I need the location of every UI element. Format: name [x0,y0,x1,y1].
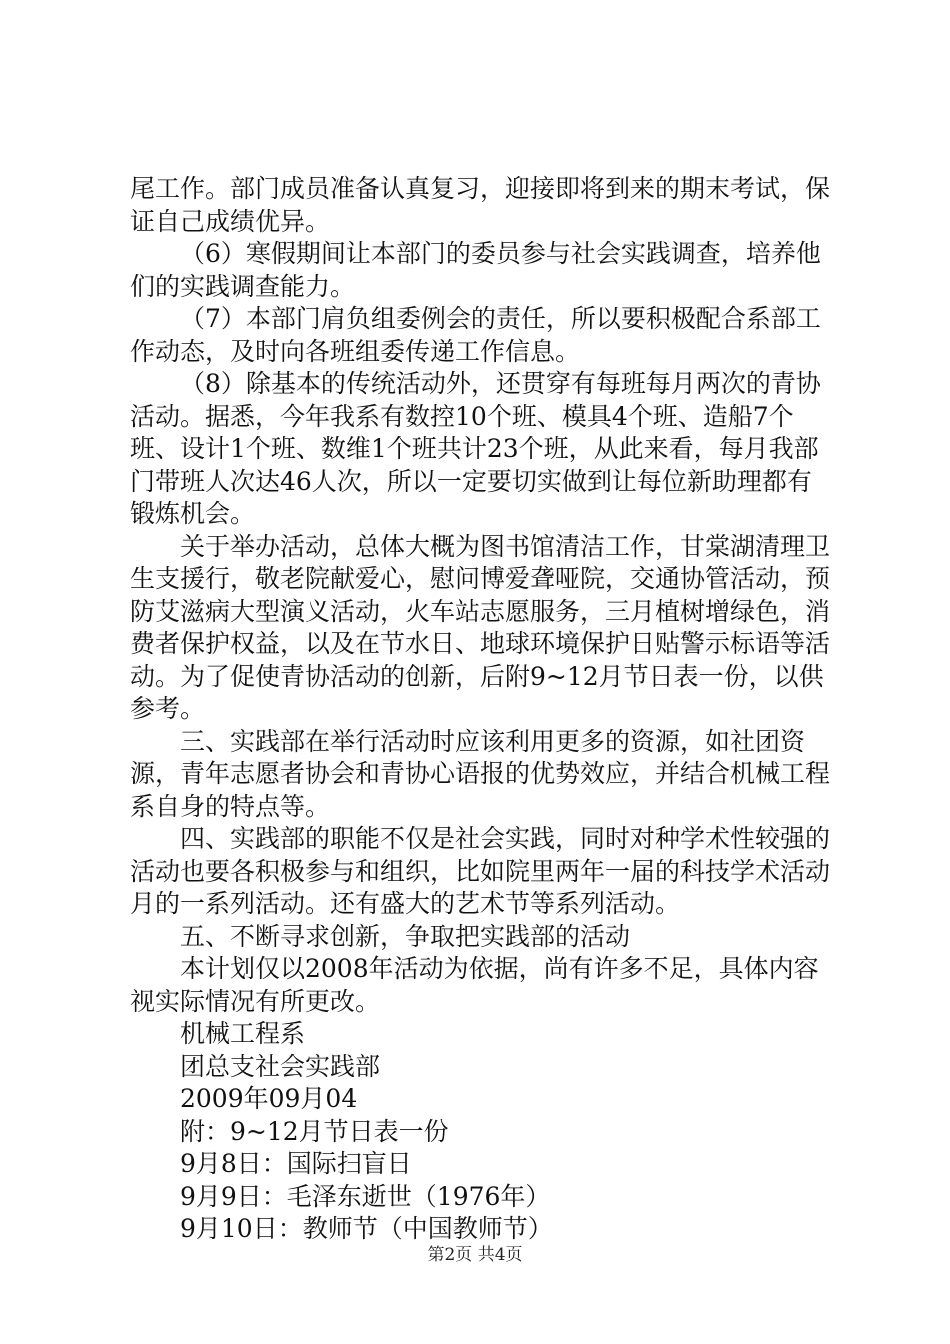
signature-department: 机械工程系 [180,1019,306,1048]
paragraph-section-3: 三、实践部在举行活动时应该利用更多的资源，如社团资源，青年志愿者协会和青协心语报的优势效应，并结合机械工程系自身的特点等。 [130,726,831,821]
paragraph-item-8: （8）除基本的传统活动外，还贯穿有每班每月两次的青协活动。据悉，今年我系有数控10个班、模具4个班、造船7个班、设计1个班、数维1个班共计23个班，从此来看，每月我部门带班人次达46人次，所以一定要切实做到让每位新助理都有锻炼机会。 [130,369,821,528]
holiday-item: 9月8日：国际扫盲日 [180,1149,412,1178]
signature-unit: 团总支社会实践部 [180,1051,381,1081]
holiday-item: 9月10日：教师节（中国教师节） [180,1214,553,1243]
paragraph-section-4: 四、实践部的职能不仅是社会实践，同时对种学术性较强的活动也要各积极参与和组织，比如院里两年一届的科技学术活动月的一系列活动。还有盛大的艺术节等系列活动。 [130,824,831,918]
holiday-item: 9月9日：毛泽东逝世（1976年） [180,1181,551,1211]
paragraph-section-5: 五、不断寻求创新，争取把实践部的活动 [180,921,631,951]
document-body [130,173,830,1246]
paragraph-continuation: 尾工作。部门成员准备认真复习，迎接即将到来的期末考试，保证自己成绩优异。 [130,174,831,236]
paragraph-plan-note: 本计划仅以2008年活动为依据，尚有许多不足，具体内容视实际情况有所更改。 [130,954,819,1016]
signature-date: 2009年09月04 [180,1084,358,1113]
page-number-footer: 第2页 共4页 [427,1245,523,1265]
appendix-title: 附：9~12月节日表一份 [180,1116,449,1146]
paragraph-item-7: （7）本部门肩负组委例会的责任，所以要积极配合系部工作动态，及时向各班组委传递工作信息。 [130,304,821,366]
paragraph-activities: 关于举办活动，总体大概为图书馆清洁工作，甘棠湖清理卫生支援行，敬老院献爱心，慰问博爱聋哑院，交通协管活动，预防艾滋病大型演义活动，火车站志愿服务，三月植树增绿色，消费者保护权益，以及在节水日、地球环境保护日贴警示标语等活动。为了促使青协活动的创新，后附9~12月节日表一份，以供参考。 [130,531,831,723]
paragraph-item-6: （6）寒假期间让本部门的委员参与社会实践调查，培养他们的实践调查能力。 [130,239,821,301]
